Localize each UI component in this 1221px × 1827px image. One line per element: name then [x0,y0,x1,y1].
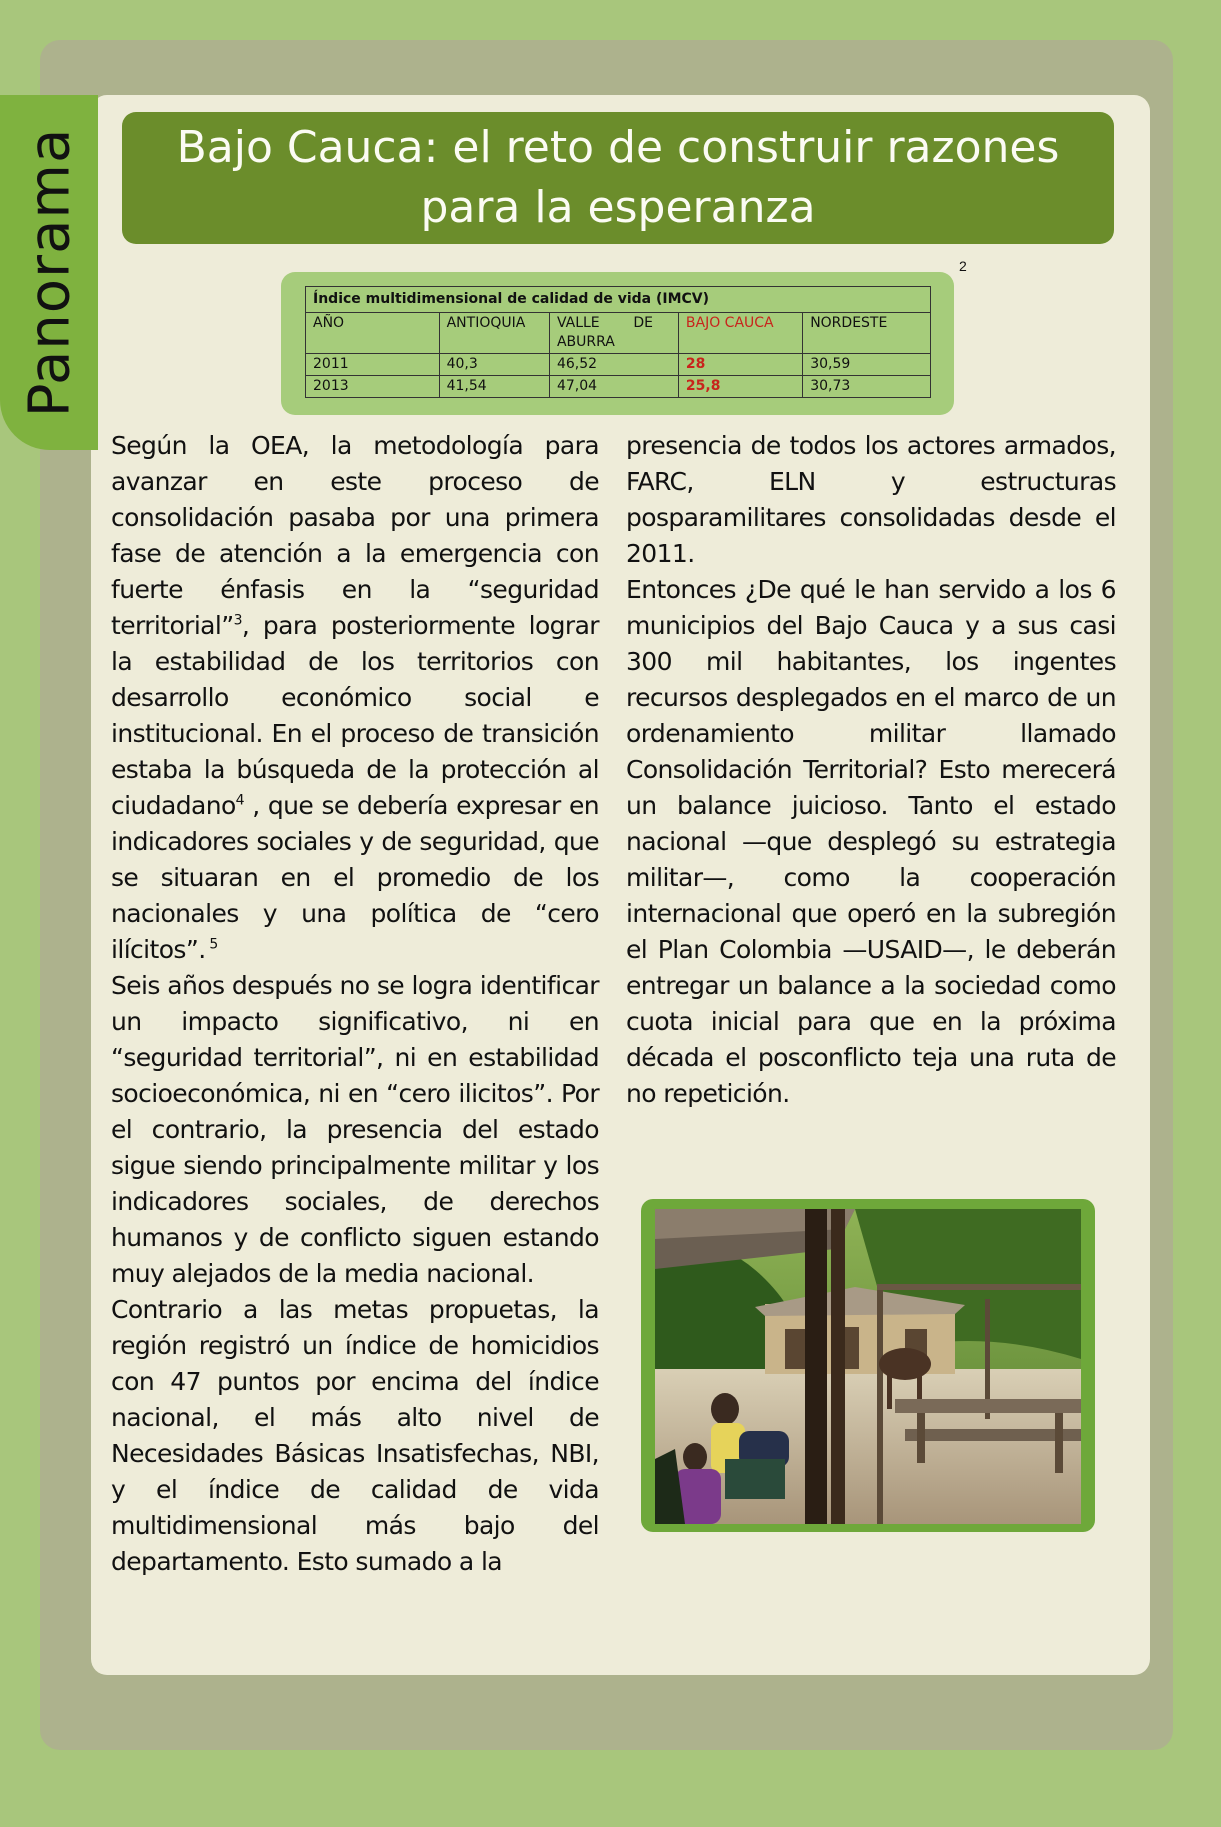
cell-nordeste: 30,73 [803,376,931,398]
header-year: AÑO [306,313,440,354]
header-bajo-cauca: BAJO CAUCA [678,313,802,354]
imcv-table [305,286,931,398]
cell-bajo-cauca: 28 [678,354,802,376]
table-caption: Índice multidimensional de calidad de vida (IMCV) [306,287,931,313]
cell-antioquia: 41,54 [439,376,549,398]
paragraph: Entonces ¿De qué le han servido a los 6 municipios del Bajo Cauca y a sus casi 300 mil habitantes, los ingentes recursos desplegados en el marco de un ordenamiento militar llamado Consolidación Territorial? Esto merecerá un balance juicioso. Tanto el estado nacional —que desplegó su estrategia militar—, como la cooperación internacional que operó en la subregión el Plan Colombia —USAID—, le deberán entregar un balance a la sociedad como cuota inicial para que en la próxima década el posconflicto teja una ruta de no repetición. [626,575,1116,1108]
section-tab-label [12,95,87,450]
cell-bajo-cauca: 25,8 [678,376,802,398]
header-valle-aburra: VALLE DE ABURRA [549,313,678,354]
text-column-right [626,428,1116,1112]
cell-valle-aburra: 46,52 [549,354,678,376]
footnote-ref: 3 [233,612,242,629]
cell-nordeste: 30,59 [803,354,931,376]
header-antioquia: ANTIOQUIA [439,313,549,354]
footnote-ref-table: 2 [959,258,967,274]
cell-antioquia: 40,3 [439,354,549,376]
table-header-row [306,313,931,354]
paragraph: Contrario a las metas propuetas, la región registró un índice de homicidios con 47 puntos por encima del índice nacional, el más alto nivel de Necesidades Básicas Insatisfechas, NBI, y el índice de calidad de vida multidimensional más bajo del departamento. Esto sumado a la [111,1295,599,1576]
footnote-ref: 5 [205,936,218,953]
imcv-table-panel [281,272,954,415]
paragraph: Seis años después no se logra identificar un impacto significativo, ni en “seguridad territorial”, ni en estabilidad socioeconómica, ni en “cero ilicitos”. Por el contrario, la presencia del estado sigue siendo principalmente militar y los indicadores sociales, de derechos humanos y de conflicto siguen estando muy alejados de la media nacional. [111,971,599,1288]
header-nordeste: NORDESTE [803,313,931,354]
village-photo [655,1209,1081,1524]
table-caption-row [306,287,931,313]
cell-year: 2011 [306,354,440,376]
paragraph: Según la OEA, la metodología para avanzar en este proceso de consolidación pasaba por una primera fase de atención a la emergencia con fuerte énfasis en la “seguridad territorial”$^3$, para posteriormente lograr la estabilidad de los territorios con desarrollo económico social e institucional. En el proceso de transición estaba la búsqueda de la protección al ciudadano$^4$ , que se debería expresar en indicadores sociales y de seguridad, que se situaran en el promedio de los nacionales y una política de “cero ilícitos”. $^5$ [111,431,599,964]
photo-frame [641,1199,1095,1532]
table-row [306,354,931,376]
table-row [306,376,931,398]
title-banner [122,112,1114,244]
paragraph: presencia de todos los actores armados, FARC, ELN y estructuras posparamilitares consolidadas desde el 2011. [626,431,1116,568]
section-tab-text: Panorama [17,127,82,418]
footnote-ref: 4 [235,792,244,809]
cell-year: 2013 [306,376,440,398]
text-column-left [111,428,599,1580]
page-title: Bajo Cauca: el reto de construir razones para la esperanza [176,122,1060,233]
cell-valle-aburra: 47,04 [549,376,678,398]
